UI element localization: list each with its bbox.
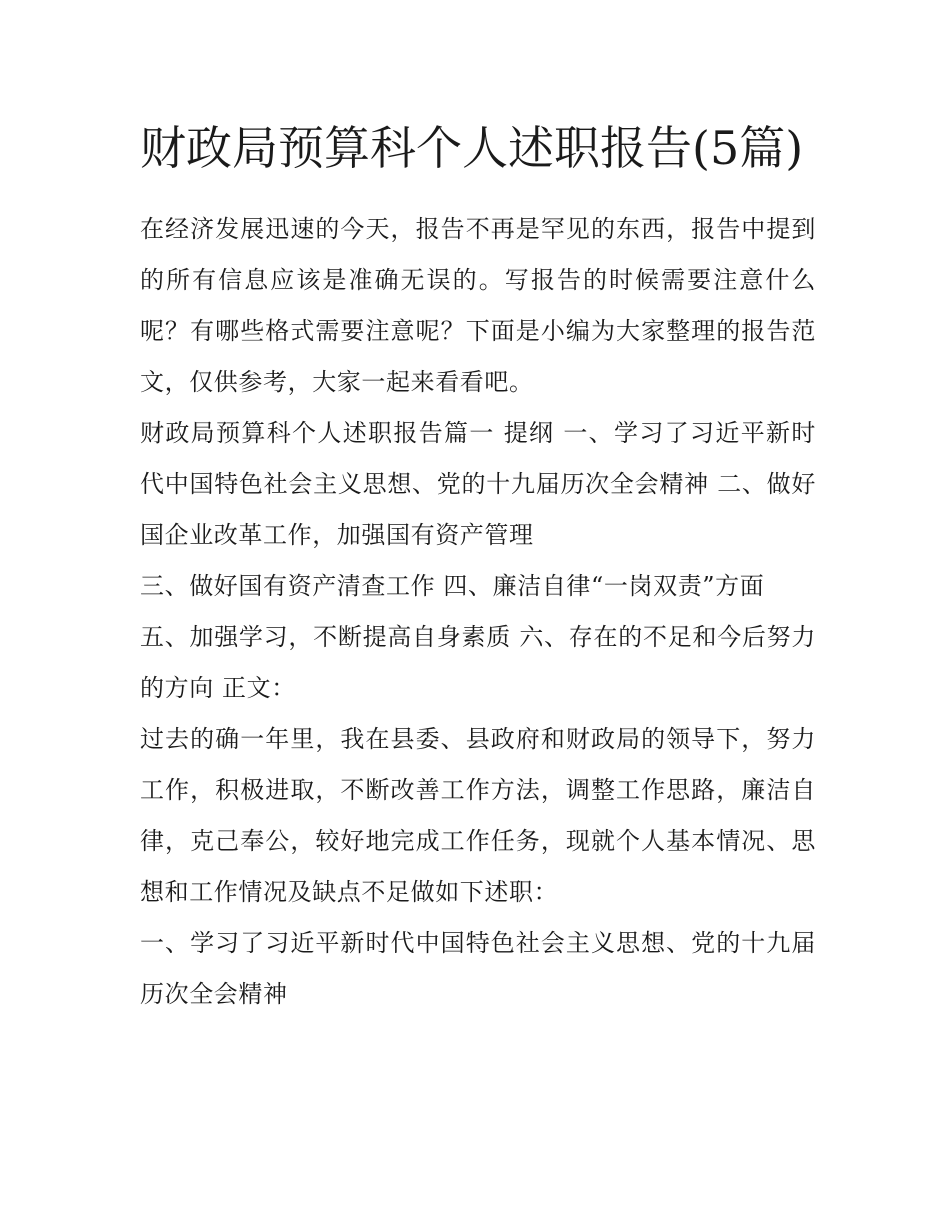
document-body — [140, 204, 816, 1020]
paragraph-outline-3-4: 三、做好国有资产清查工作 四、廉洁自律“一岗双责”方面 — [140, 572, 765, 600]
paragraph-outline: 财政局预算科个人述职报告篇一 提纲 一、学习了习近平新时代中国特色社会主义思想、党的十九届历次全会精神 二、做好国企业改革工作，加强国有资产管理 — [140, 419, 816, 549]
paragraph-outline-5-6: 五、加强学习，不断提高自身素质 六、存在的不足和今后努力的方向 正文： — [140, 623, 816, 702]
paragraph-section-1-heading: 一、学习了习近平新时代中国特色社会主义思想、党的十九届历次全会精神 — [140, 929, 816, 1008]
document-content — [140, 112, 816, 1020]
paragraph-main-text: 过去的确一年里，我在县委、县政府和财政局的领导下，努力工作，积极进取，不断改善工作方法，调整工作思路，廉洁自律，克己奉公，较好地完成工作任务，现就个人基本情况、思想和工作情况及缺点不足做如下述职： — [140, 725, 816, 906]
paragraph-intro: 在经济发展迅速的今天，报告不再是罕见的东西，报告中提到的所有信息应该是准确无误的。写报告的时候需要注意什么呢？有哪些格式需要注意呢？下面是小编为大家整理的报告范文，仅供参考，大家一起来看看吧。 — [140, 215, 816, 396]
document-title: 财政局预算科个人述职报告(5篇) — [140, 121, 804, 175]
